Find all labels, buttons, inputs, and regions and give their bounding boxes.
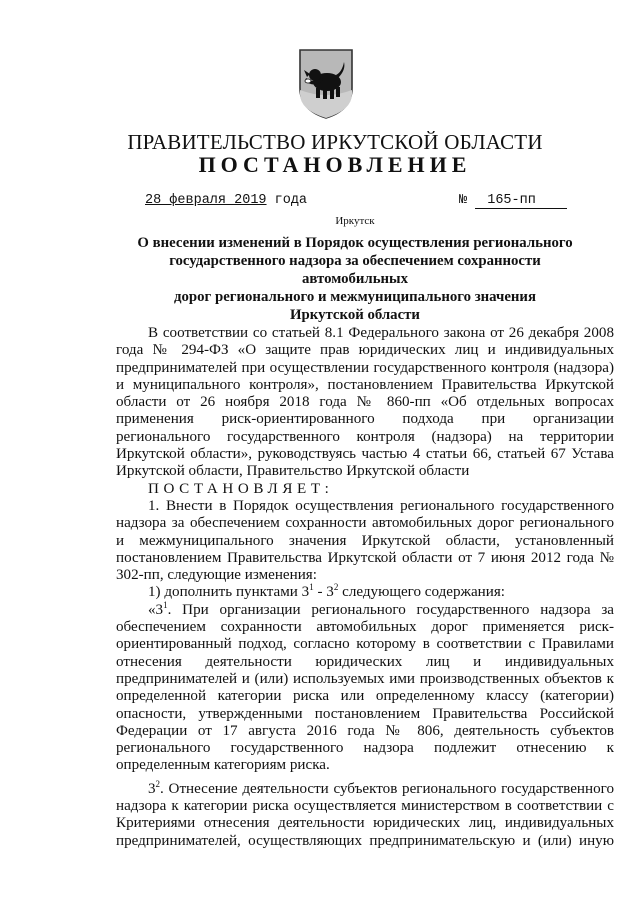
date-value: 28 февраля 2019 xyxy=(145,193,267,208)
superscript: 1 xyxy=(163,599,168,610)
preamble-paragraph: В соответствии со статьей 8.1 Федерального закона от 26 декабря 2008 года № 294-ФЗ «О защите прав юридических лиц и индивидуальных предпринимателей при осуществлении государственного контроля (надзора) и муниципального контроля», постановлением Правительства Иркутской области от 26 ноября 2018 года № 860-пп «Об отдельных вопросах применения риск-ориентированного подхода при организации регионального государственного контроля (надзора) на территории Иркутской области», руководствуясь частью 4 статьи 66, статьей 67 Устава Иркутской области, Правительство Иркутской области xyxy=(116,325,614,480)
text-span: . При организации регионального государственного надзора за обеспечением сохранности автомобильных дорог применяется риск-ориентированный подход, согласно которому в соответствии с Правилами отнесения деятельности юридических лиц и индивидуальных предпринимателей и (или) используемых ими производственных объектов к определенной категории риска или определенному классу (категории) опасности, утвержденными постановлением Правительства Российской Федерации от 17 августа 2016 года № 806, деятельность субъектов регионального государственного надзора подлежит отнесению к определенным категориям риска. xyxy=(116,601,614,774)
text-span: - 3 xyxy=(313,584,334,601)
document-title xyxy=(115,234,595,324)
title-line: дорог регионального и межмуниципального значения xyxy=(174,289,536,305)
text-span: . Отнесение деятельности субъектов регионального государственного надзора к категории риска осуществляется министерством в соответствии с Критериями отнесения деятельности юридических лиц, индивидуальных предпринимателей, осуществляющих предпринимательскую и (или) иную xyxy=(116,780,614,849)
clause-3-2-paragraph xyxy=(116,778,614,850)
title-line: государственного надзора за обеспечением сохранности автомобильных xyxy=(169,253,541,287)
document-type: ПОСТАНОВЛЕНИЕ xyxy=(198,152,472,177)
text-span: 1) дополнить пунктами 3 xyxy=(148,584,310,601)
number-value: 165-пп xyxy=(475,193,567,209)
text-span: 3 xyxy=(148,780,156,797)
document-number xyxy=(459,193,567,209)
document-date xyxy=(145,193,307,208)
city-label: Иркутск xyxy=(335,215,375,227)
decree-word: ПОСТАНОВЛЯЕТ: xyxy=(148,480,334,497)
text-span: следующего содержания: xyxy=(338,584,505,601)
clause-3-1-paragraph xyxy=(116,599,614,775)
superscript: 1 xyxy=(309,582,314,593)
item-1-paragraph: 1. Внести в Порядок осуществления регионального государственного надзора за обеспечением сохранности автомобильных дорог регионального и межмуниципального значения Иркутской области, установленный постановлением Правительства Иркутской области от 7 июня 2012 года № 302-пп, следующие изменения: xyxy=(116,497,614,584)
government-name: ПРАВИТЕЛЬСТВО ИРКУТСКОЙ ОБЛАСТИ xyxy=(127,130,543,154)
number-sign: № xyxy=(459,193,468,208)
superscript: 2 xyxy=(333,582,339,593)
date-suffix: года xyxy=(266,193,308,208)
document-body xyxy=(116,325,614,850)
subitem-1-paragraph xyxy=(116,584,614,601)
irkutsk-coat-of-arms-icon xyxy=(296,48,356,120)
text-span: «3 xyxy=(148,601,164,618)
superscript: 2 xyxy=(155,778,161,789)
title-line: О внесении изменений в Порядок осуществления регионального xyxy=(137,235,573,251)
title-line: Иркутской области xyxy=(290,307,420,323)
